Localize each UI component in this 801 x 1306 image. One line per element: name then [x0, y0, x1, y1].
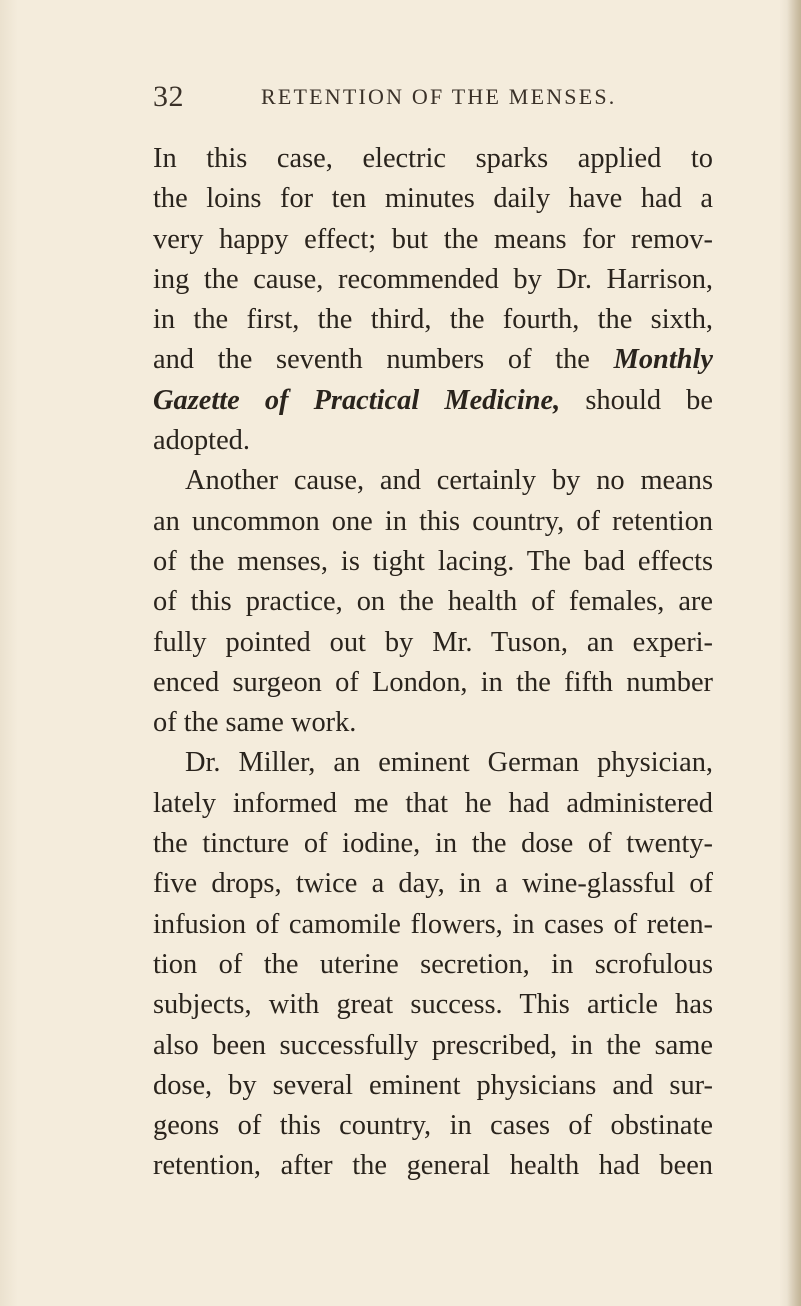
running-head — [153, 80, 713, 120]
text-line: ing the cause, recommended by Dr. Harrison, — [153, 263, 713, 295]
text-line: the tincture of iodine, in the dose of twenty- — [153, 828, 713, 860]
text-line: five drops, twice a day, in a wine-glassful of — [153, 868, 713, 900]
text-line: retention, after the general health had been — [153, 1150, 713, 1182]
text-line: also been successfully prescribed, in the same — [153, 1029, 713, 1061]
text-line: enced surgeon of London, in the fifth number — [153, 666, 713, 698]
paragraph-1 — [153, 139, 713, 461]
text-segment: should be — [585, 384, 713, 416]
text-line: an uncommon one in this country, of retention — [153, 505, 713, 537]
text-line: Another cause, and certainly by no means — [185, 465, 713, 497]
paragraph-2 — [153, 461, 713, 743]
text-line: infusion of camomile flowers, in cases of reten- — [153, 908, 713, 940]
text-line: fully pointed out by Mr. Tuson, an experi- — [153, 626, 713, 658]
page-binding-edge — [787, 0, 801, 1306]
text-line: of the menses, is tight lacing. The bad effects — [153, 545, 713, 577]
text-line: in the first, the third, the fourth, the sixth, — [153, 304, 713, 336]
paragraph-3 — [153, 743, 713, 1186]
page-number: 32 — [153, 80, 184, 113]
text-line-with-italic — [153, 381, 713, 421]
text-line-with-italic — [153, 340, 713, 380]
text-line: very happy effect; but the means for remov- — [153, 223, 713, 255]
text-line: dose, by several eminent physicians and sur- — [153, 1069, 713, 1101]
text-line: lately informed me that he had administered — [153, 787, 713, 819]
italic-journal-title: Gazette of Practical Medicine, — [153, 384, 561, 416]
text-line: tion of the uterine secretion, in scrofulous — [153, 948, 713, 980]
text-line: subjects, with great success. This article has — [153, 989, 713, 1021]
text-line: In this case, electric sparks applied to — [153, 143, 713, 174]
text-line: Dr. Miller, an eminent German physician, — [185, 747, 713, 779]
running-head-title: RETENTION OF THE MENSES. — [261, 84, 617, 109]
text-line: adopted. — [153, 425, 250, 457]
text-line: geons of this country, in cases of obstinate — [153, 1110, 713, 1142]
text-line: of this practice, on the health of females, are — [153, 586, 713, 618]
body-text — [153, 139, 713, 1187]
text-segment: and the seventh numbers of the — [153, 344, 590, 376]
text-line: the loins for ten minutes daily have had a — [153, 183, 713, 215]
text-line: of the same work. — [153, 707, 357, 739]
italic-journal-title: Monthly — [613, 344, 713, 376]
